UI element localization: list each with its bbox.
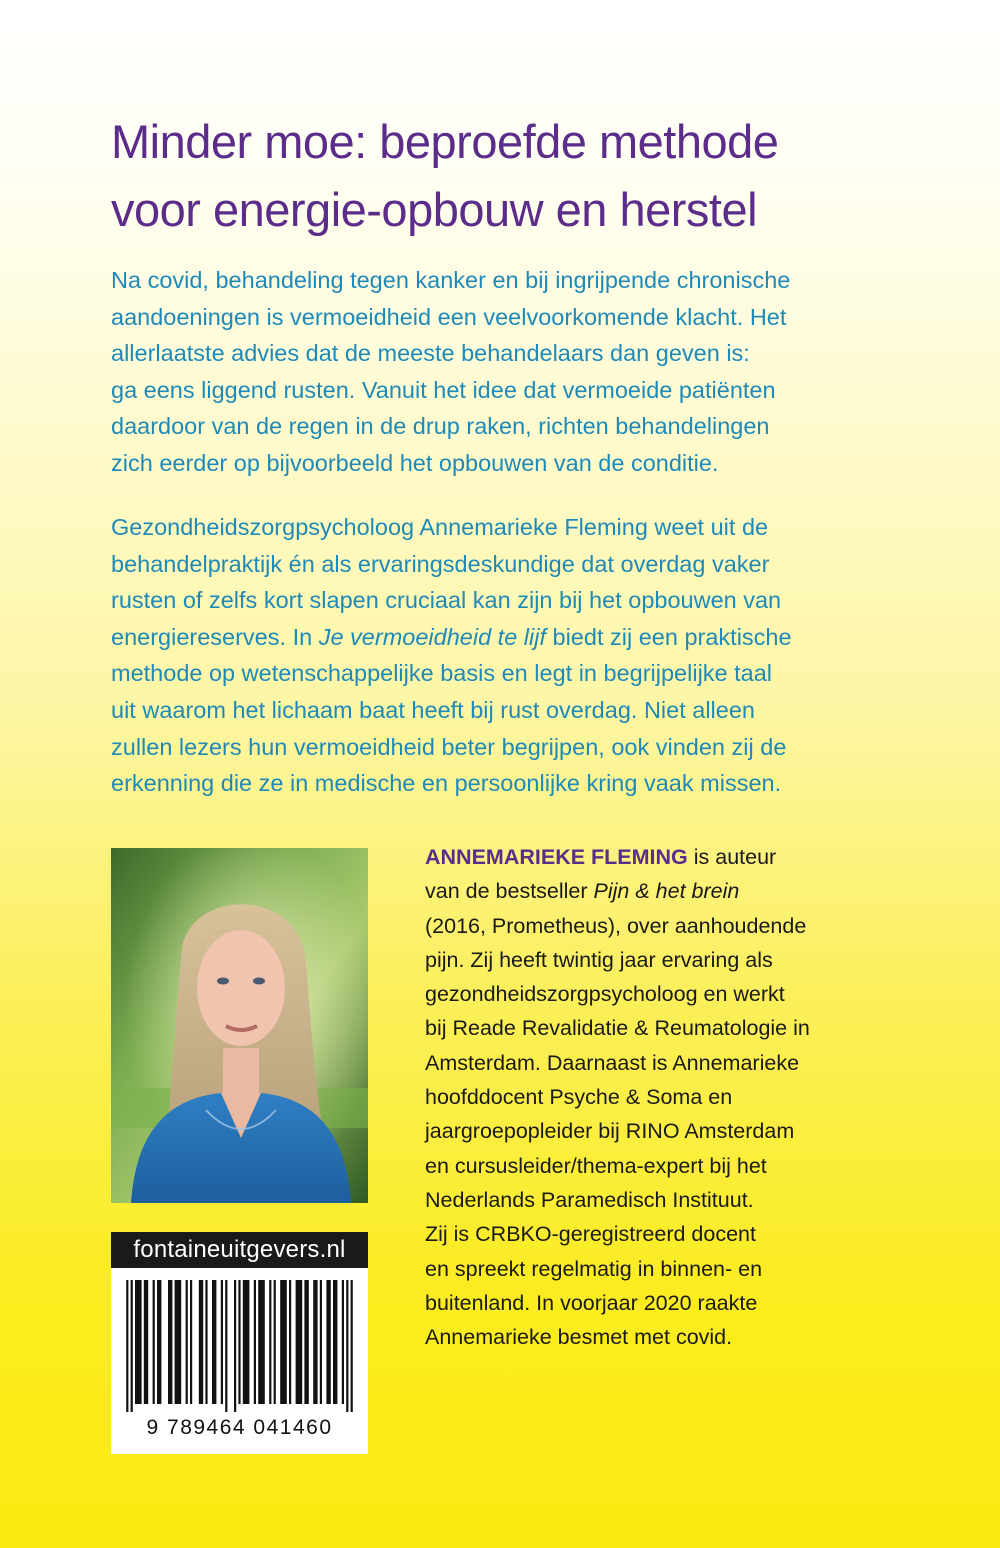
paragraph-line: zullen lezers hun vermoeidheid beter begrijpen, ook vinden zij de	[111, 733, 787, 760]
bio-line: hoofddocent Psyche & Soma en	[425, 1085, 733, 1110]
bio-line: Amsterdam. Daarnaast is Annemarieke	[425, 1050, 800, 1075]
barcode-bar	[212, 1280, 216, 1404]
intro-line: zich eerder op bijvoorbeeld het opbouwen van de conditie.	[111, 449, 719, 476]
barcode-bar	[131, 1280, 133, 1412]
paragraph-line: Gezondheidszorgpsycholoog Annemarieke Fleming weet uit de	[111, 514, 769, 540]
bio-line: gezondheidszorgpsycholoog en werkt	[425, 982, 785, 1007]
headline-line-1: Minder moe: beproefde methode	[111, 115, 779, 168]
author-name: ANNEMARIEKE FLEMING	[425, 845, 688, 869]
barcode-bar	[126, 1280, 128, 1412]
intro-line: ga eens liggend rusten. Vanuit het idee dat vermoeide patiënten	[111, 376, 776, 403]
barcode-bar	[234, 1280, 236, 1412]
barcode-bar	[289, 1280, 291, 1404]
publisher-url[interactable]: fontaineuitgevers.nl	[111, 1232, 368, 1268]
barcode-bar	[243, 1280, 250, 1404]
bio-line: Nederlands Paramedisch Instituut.	[425, 1187, 754, 1212]
paragraph-line: rusten of zelfs kort slapen cruciaal kan zijn bij het opbouwen van	[111, 587, 782, 614]
bio-line: buitenland. In voorjaar 2020 raakte	[425, 1290, 758, 1315]
intro-line: daardoor van de regen in de drup raken, richten behandelingen	[111, 413, 770, 440]
intro-line: Na covid, behandeling tegen kanker en bij ingrijpende chronische	[111, 267, 791, 293]
barcode-bar	[274, 1280, 276, 1404]
author-portrait-icon	[111, 848, 368, 1203]
bio-line: pijn. Zij heeft twintig jaar ervaring als	[425, 947, 773, 972]
barcode-bar	[135, 1280, 142, 1404]
barcode-bar	[320, 1280, 322, 1404]
barcode-bar	[221, 1280, 223, 1404]
barcode-bar	[346, 1280, 348, 1412]
bio-line: en cursusleider/thema-expert bij het	[425, 1153, 767, 1178]
barcode-bar	[280, 1280, 287, 1404]
bio-line: en spreekt regelmatig in binnen- en	[425, 1256, 763, 1281]
barcode-bar	[304, 1280, 308, 1404]
bio-line: bij Reade Revalidatie & Reumatologie in	[425, 1016, 810, 1041]
second-paragraph	[111, 509, 911, 802]
bio-line: jaargroepopleider bij RINO Amsterdam	[425, 1119, 795, 1144]
barcode-bar	[205, 1280, 207, 1404]
paragraph-text: biedt zij een praktische	[545, 623, 792, 650]
barcode-bar	[199, 1280, 203, 1404]
barcode-bar	[190, 1280, 192, 1404]
barcode-bar	[313, 1280, 317, 1404]
barcode-bar	[351, 1280, 353, 1412]
bio-text: is auteur	[687, 845, 777, 869]
bio-line: Zij is CRBKO-geregistreerd docent	[425, 1222, 756, 1247]
intro-line: aandoeningen is vermoeidheid een veelvoorkomende klacht. Het	[111, 303, 787, 330]
barcode-bar	[333, 1280, 337, 1404]
barcode-bar	[168, 1280, 172, 1404]
paragraph-line	[111, 619, 911, 656]
headline-line-2: voor energie-opbouw en herstel	[111, 183, 758, 236]
bio-line	[425, 874, 885, 908]
barcode-bar	[269, 1280, 271, 1404]
barcode	[111, 1268, 368, 1454]
barcode-bar	[175, 1280, 182, 1404]
headline	[111, 108, 971, 244]
author-bio	[425, 840, 885, 1354]
isbn-number: 9 789464 041460	[146, 1416, 333, 1439]
bio-line	[425, 840, 885, 874]
paragraph-line: erkenning die ze in medische en persoonlijke kring vaak missen.	[111, 770, 782, 797]
barcode-bars	[111, 1268, 368, 1418]
bio-line: Annemarieke besmet met covid.	[425, 1325, 733, 1350]
paragraph-line: behandelpraktijk én als ervaringsdeskundige dat overdag vaker	[111, 550, 770, 577]
barcode-bar	[326, 1280, 330, 1404]
paragraph-line: uit waarom het lichaam baat heeft bij rust overdag. Niet alleen	[111, 696, 755, 723]
paragraph-line: methode op wetenschappelijke basis en legt in begrijpelijke taal	[111, 660, 773, 687]
bestseller-title: Pijn & het brein	[593, 879, 740, 904]
barcode-bar	[225, 1280, 227, 1412]
barcode-bar	[342, 1280, 344, 1404]
barcode-bar	[254, 1280, 256, 1404]
barcode-bar	[238, 1280, 240, 1404]
author-photo	[111, 848, 368, 1203]
paragraph-text: energiereserves. In	[111, 623, 319, 650]
intro-paragraph	[111, 262, 911, 482]
barcode-bar	[186, 1280, 188, 1404]
barcode-bar	[258, 1280, 265, 1404]
barcode-bar	[153, 1280, 155, 1404]
bio-line: (2016, Prometheus), over aanhoudende	[425, 913, 807, 938]
barcode-bar	[157, 1280, 161, 1404]
bio-text: van de bestseller	[425, 879, 594, 904]
intro-line: allerlaatste advies dat de meeste behandelaars dan geven is:	[111, 340, 750, 367]
book-title: Je vermoeidheid te lijf	[318, 623, 546, 650]
barcode-bar	[296, 1280, 303, 1404]
barcode-bar	[144, 1280, 148, 1404]
